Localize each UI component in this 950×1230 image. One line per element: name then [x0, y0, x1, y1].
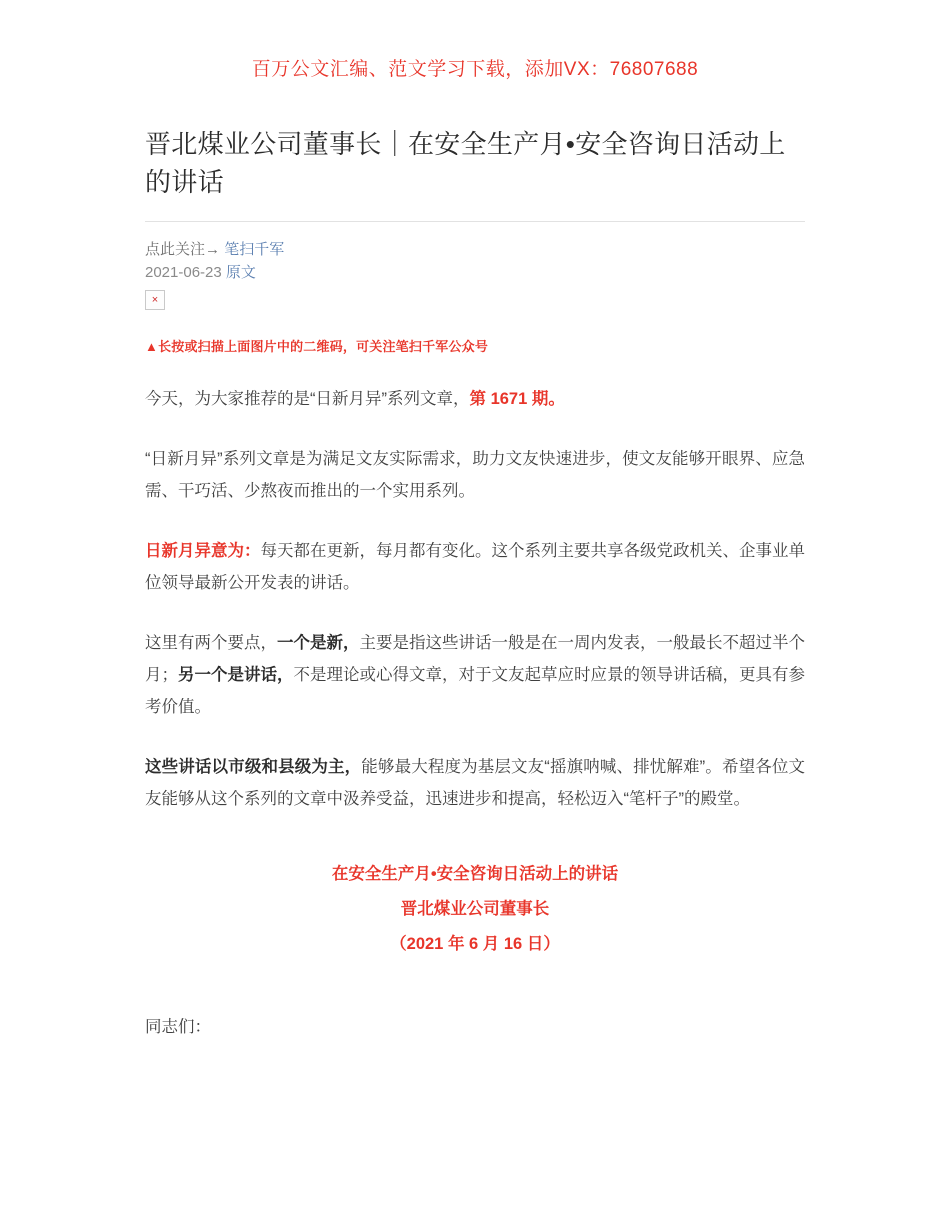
- paragraph-key-points: [145, 627, 805, 723]
- paragraph-recommendation: [145, 383, 805, 415]
- speech-title: 在安全生产月•安全咨询日活动上的讲话: [331, 865, 619, 883]
- speech-salutation: 同志们：: [145, 1018, 211, 1036]
- paragraph-series-intro: “日新月异”系列文章是为满足文友实际需求，助力文友快速进步，使文友能够开眼界、应急需、干巧活、少熬夜而推出的一个实用系列。: [145, 450, 805, 500]
- page-title: 晋北煤业公司董事长｜在安全生产月•安全咨询日活动上的讲话: [145, 129, 786, 197]
- scope-label: 这些讲话以市级和县级为主，: [145, 758, 362, 776]
- broken-image-placeholder-icon: [145, 290, 165, 310]
- key-point-one-text: 主要是指这些讲话一般是在一周内发表，一般最长不超过半个月；: [145, 634, 805, 684]
- speech-heading: [145, 857, 805, 962]
- follow-prefix-label: 点此关注→: [145, 241, 221, 258]
- issue-number: 第 1671 期。: [469, 390, 565, 408]
- broken-image-glyph: ×: [151, 294, 159, 306]
- key-point-one: 一个是新，: [277, 634, 360, 652]
- key-point-two: 另一个是讲话，: [178, 666, 294, 684]
- publish-date: 2021-06-23: [145, 264, 222, 281]
- key-points-lead: 这里有两个要点，: [145, 634, 277, 652]
- key-point-two-text: 不是理论或心得文章，对于文友起草应时应景的领导讲话稿，更具有参考价值。: [145, 666, 805, 716]
- article-meta: [145, 238, 805, 261]
- scope-text: 能够最大程度为基层文友“摇旗呐喊、排忧解难”。希望各位文友能够从这个系列的文章中汲养受益，迅速进步和提高，轻松迈入“笔杆子”的殿堂。: [145, 758, 805, 808]
- speech-date: （2021 年 6 月 16 日）: [390, 935, 560, 953]
- source-link[interactable]: 原文: [225, 264, 256, 281]
- paragraph-recommendation-text: 今天，为大家推荐的是“日新月异”系列文章，: [145, 390, 470, 408]
- speech-speaker: 晋北煤业公司董事长: [400, 900, 550, 918]
- title-divider: [145, 221, 805, 222]
- paragraph-meaning: [145, 535, 805, 599]
- article-container: [145, 81, 805, 1042]
- meaning-label: 日新月异意为：: [145, 542, 261, 560]
- account-link[interactable]: 笔扫千军: [224, 241, 285, 258]
- promo-banner: 百万公文汇编、范文学习下载，添加VX：76807688: [251, 59, 699, 80]
- paragraph-scope: [145, 751, 805, 815]
- article-meta-secondary: [145, 261, 805, 284]
- qr-caption: ▲长按或扫描上面图片中的二维码，可关注笔扫千军公众号: [145, 339, 489, 354]
- meaning-text: 每天都在更新，每月都有变化。这个系列主要共享各级党政机关、企事业单位领导最新公开发表的讲话。: [145, 542, 805, 592]
